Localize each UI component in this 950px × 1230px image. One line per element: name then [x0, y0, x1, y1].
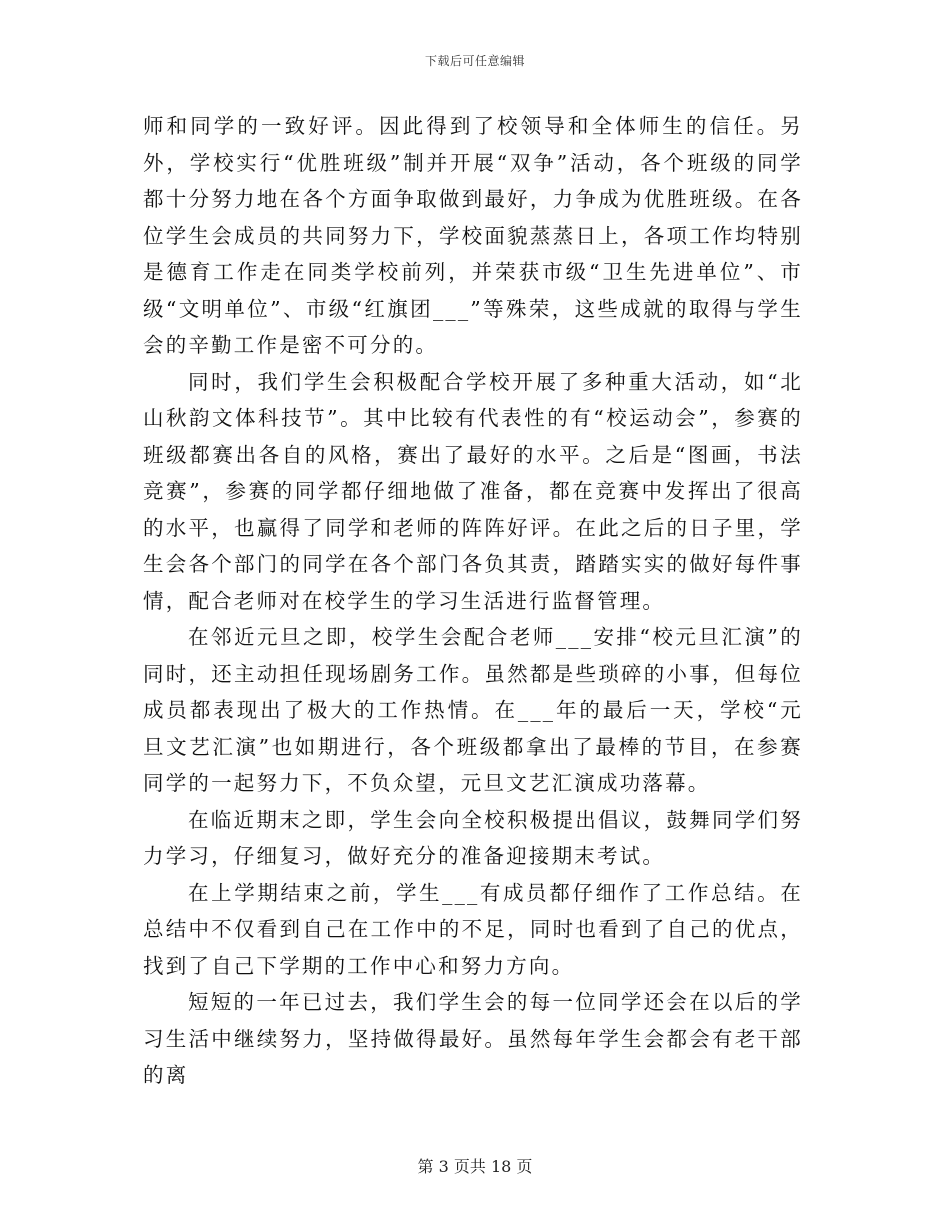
paragraph-final-exam: 在临近期末之即，学生会向全校积极提出倡议，鼓舞同学们努力学习，仔细复习，做好充分的准备迎接期末考试。: [143, 807, 803, 868]
document-body: [143, 108, 803, 1094]
page-header: 下载后可任意编辑: [424, 54, 525, 68]
page-number: 第 3 页共 18 页: [417, 1157, 533, 1176]
paragraph-continued: 师和同学的一致好评。因此得到了校领导和全体师生的信任。另外，学校实行“优胜班级”制并开展“双争”活动，各个班级的同学都十分努力地在各个方面争取做到最好，力争成为优胜班级。在各位学生会成员的共同努力下，学校面貌蒸蒸日上，各项工作均特别是德育工作走在同类学校前列，并荣获市级“卫生先进单位”、市级“文明单位”、市级“红旗团___”等殊荣，这些成就的取得与学生会的辛勤工作是密不可分的。: [143, 114, 803, 357]
paragraph-activities: 同时，我们学生会积极配合学校开展了多种重大活动，如“北山秋韵文体科技节”。其中比较有代表性的有“校运动会”，参赛的班级都赛出各自的风格，赛出了最好的水平。之后是“图画，书法竞赛”，参赛的同学都仔细地做了准备，都在竞赛中发挥出了很高的水平，也赢得了同学和老师的阵阵好评。在此之后的日子里，学生会各个部门的同学在各个部门各负其责，踏踏实实的做好每件事情，配合老师对在校学生的学习生活进行监督管理。: [143, 369, 803, 613]
paragraph-summary: 在上学期结束之前，学生___有成员都仔细作了工作总结。在总结中不仅看到自己在工作中的不足，同时也看到了自己的优点，找到了自己下学期的工作中心和努力方向。: [143, 880, 803, 978]
paragraph-new-year: 在邻近元旦之即，校学生会配合老师___安排“校元旦汇演”的同时，还主动担任现场剧务工作。虽然都是些琐碎的小事，但每位成员都表现出了极大的工作热情。在___年的最后一天，学校“元旦文艺汇演”也如期进行，各个班级都拿出了最棒的节目，在参赛同学的一起努力下，不负众望，元旦文艺汇演成功落幕。: [143, 625, 803, 795]
paragraph-conclusion: 短短的一年已过去，我们学生会的每一位同学还会在以后的学习生活中继续努力，坚持做得最好。虽然每年学生会都会有老干部的离: [143, 990, 803, 1087]
